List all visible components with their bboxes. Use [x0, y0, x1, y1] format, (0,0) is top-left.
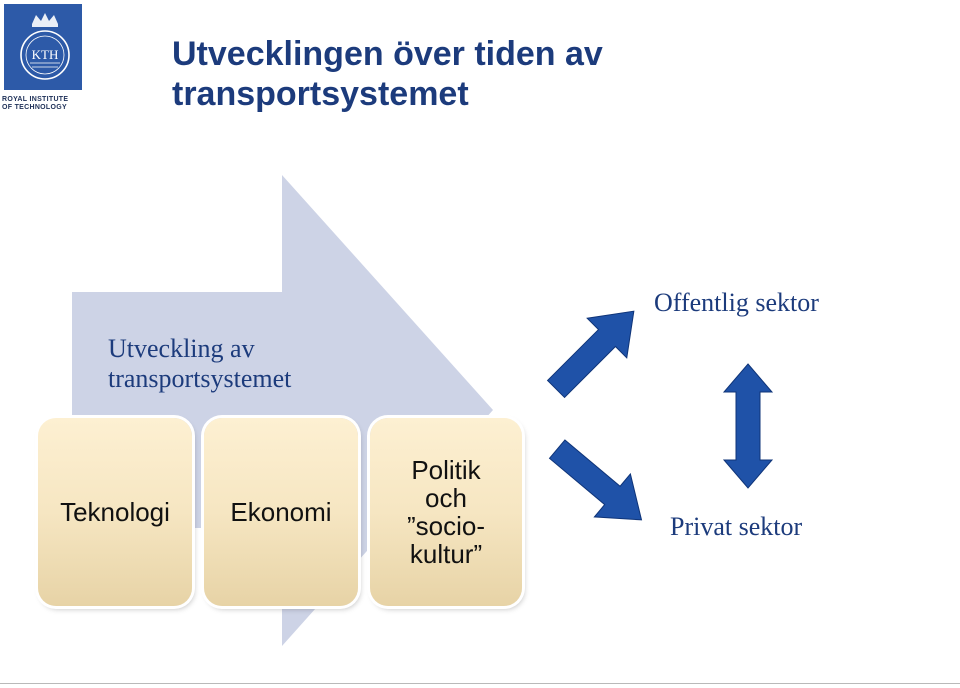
page-title-line-2: transportsystemet: [172, 75, 469, 113]
card-ekonomi: [204, 418, 358, 606]
card-politik: [370, 418, 522, 606]
private-sector-label: Privat sektor: [670, 512, 803, 541]
logo-caption-line-2: OF TECHNOLOGY: [2, 104, 67, 111]
public-sector-label: Offentlig sektor: [654, 288, 819, 317]
big-arrow-label: [108, 334, 368, 394]
big-arrow-label-line-2: transportsystemet: [108, 364, 292, 393]
footer-divider: [0, 683, 960, 684]
arrow-to-private-sector: [539, 428, 659, 542]
card-politik-label: Politik och ”socio- kultur”: [406, 455, 485, 569]
page-title-line-1: Utvecklingen över tiden av: [172, 35, 603, 73]
double-arrow-sectors: [724, 364, 772, 488]
card-teknologi-label: Teknologi: [60, 497, 170, 527]
card-teknologi: [38, 418, 192, 606]
logo-caption-line-1: ROYAL INSTITUTE: [2, 96, 69, 103]
kth-mark-text: KTH: [31, 47, 59, 62]
big-arrow-label-line-1: Utveckling av: [108, 334, 255, 363]
arrow-to-public-sector: [536, 291, 653, 408]
card-ekonomi-label: Ekonomi: [230, 497, 332, 527]
